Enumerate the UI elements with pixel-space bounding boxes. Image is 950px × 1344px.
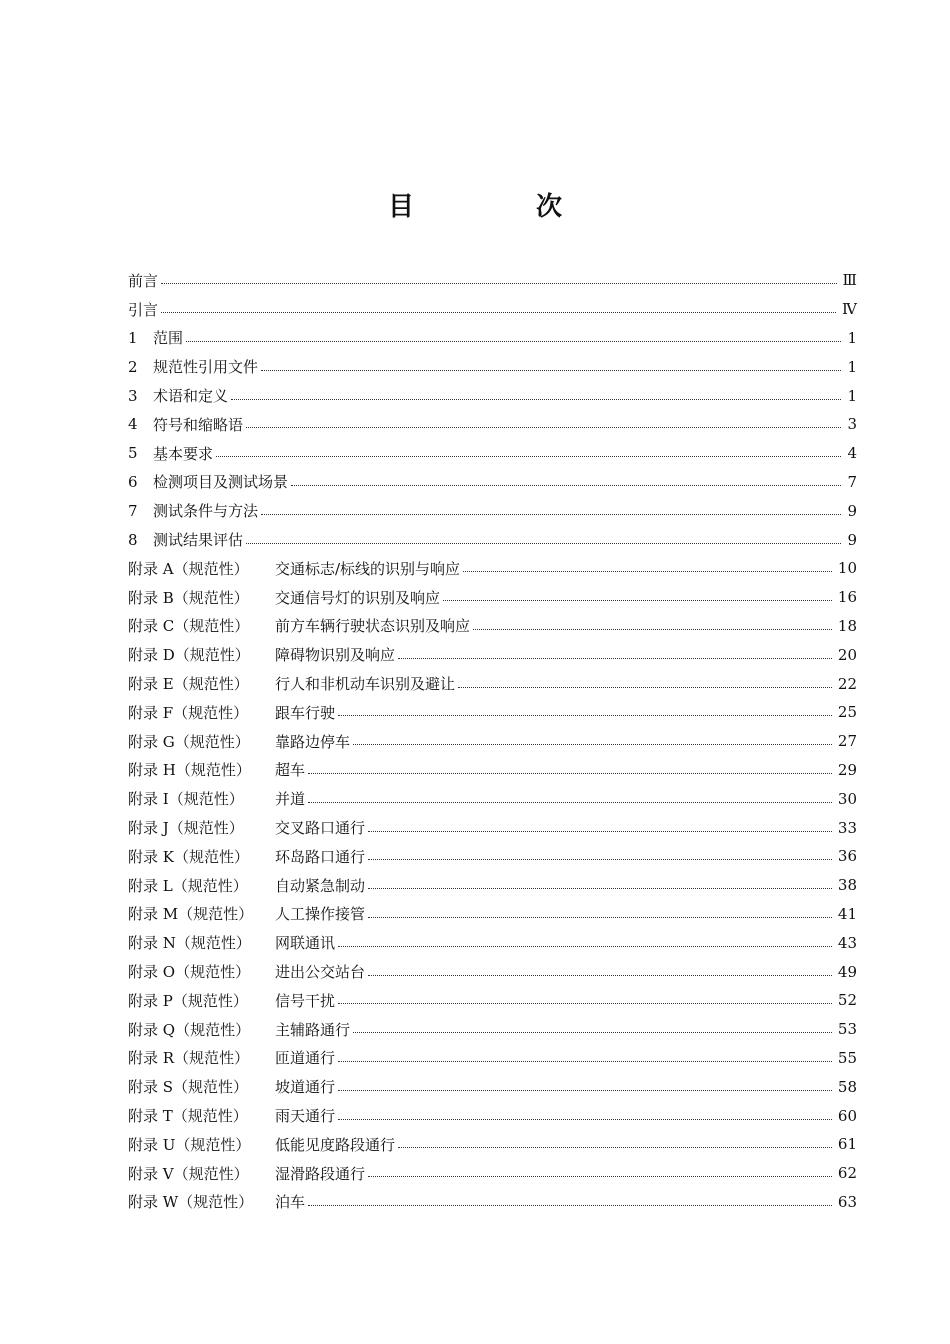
toc-entry-label: 网联通讯 <box>275 934 336 953</box>
toc-entry-annex: 附录 Q（规范性） <box>128 1020 251 1039</box>
toc-entry[interactable] <box>128 698 857 727</box>
toc-entry[interactable] <box>128 1188 857 1217</box>
table-of-contents <box>128 266 857 1216</box>
toc-entry-number: 8 <box>128 530 138 549</box>
dot-leader <box>231 398 841 400</box>
toc-entry-page: 29 <box>837 760 857 779</box>
toc-entry-annex: 附录 F（规范性） <box>128 703 249 722</box>
dot-leader <box>368 1175 832 1177</box>
toc-entry-label: 主辅路通行 <box>275 1020 351 1039</box>
toc-entry-page: 53 <box>837 1020 857 1039</box>
toc-entry[interactable] <box>128 669 857 698</box>
toc-entry-annex: 附录 L（规范性） <box>128 876 248 895</box>
toc-entry-label: 交通标志/标线的识别与响应 <box>275 559 461 578</box>
toc-entry-label: 跟车行驶 <box>275 703 336 722</box>
toc-entry-page: 25 <box>837 703 857 722</box>
toc-entry[interactable] <box>128 1072 857 1101</box>
toc-entry-label: 交叉路口通行 <box>275 819 366 838</box>
toc-entry-label: 人工操作接管 <box>275 905 366 924</box>
toc-entry-number: 4 <box>128 415 138 434</box>
dot-leader <box>186 340 841 342</box>
toc-entry-number: 2 <box>128 357 138 376</box>
toc-entry-annex: 附录 N（规范性） <box>128 934 251 953</box>
toc-entry-page: 58 <box>837 1077 857 1096</box>
toc-entry-annex: 附录 D（规范性） <box>128 646 250 665</box>
toc-entry-label: 泊车 <box>275 1193 306 1212</box>
dot-leader <box>246 426 841 428</box>
toc-entry[interactable] <box>128 554 857 583</box>
toc-entry-label: 引言 <box>128 300 159 319</box>
dot-leader <box>368 916 832 918</box>
toc-entry-label: 信号干扰 <box>275 991 336 1010</box>
toc-entry-page: 52 <box>837 991 857 1010</box>
toc-entry-page: 7 <box>847 472 857 491</box>
toc-entry-label: 前方车辆行驶状态识别及响应 <box>275 617 471 636</box>
dot-leader <box>368 887 832 889</box>
toc-entry[interactable] <box>128 381 857 410</box>
toc-entry-label: 超车 <box>275 761 306 780</box>
toc-entry-page: 9 <box>847 530 857 549</box>
toc-entry-page: 43 <box>837 933 857 952</box>
toc-entry-label: 基本要求 <box>153 444 214 463</box>
toc-entry-annex: 附录 E（规范性） <box>128 675 249 694</box>
toc-entry-label: 环岛路口通行 <box>275 847 366 866</box>
toc-entry-label: 测试结果评估 <box>153 531 244 550</box>
dot-leader <box>398 1146 832 1148</box>
toc-entry-annex: 附录 B（规范性） <box>128 588 249 607</box>
toc-entry[interactable] <box>128 727 857 756</box>
dot-leader <box>473 628 832 630</box>
toc-entry[interactable] <box>128 295 857 324</box>
toc-entry-page: 63 <box>837 1192 857 1211</box>
toc-entry[interactable] <box>128 1130 857 1159</box>
dot-leader <box>261 369 841 371</box>
toc-entry-annex: 附录 S（规范性） <box>128 1078 249 1097</box>
toc-entry[interactable] <box>128 439 857 468</box>
toc-entry-label: 检测项目及测试场景 <box>153 473 289 492</box>
toc-entry-page: 61 <box>837 1135 857 1154</box>
toc-entry-label: 进出公交站台 <box>275 963 366 982</box>
toc-entry-page: 16 <box>837 588 857 607</box>
toc-entry-annex: 附录 W（规范性） <box>128 1193 254 1212</box>
toc-entry-page: 36 <box>837 847 857 866</box>
toc-entry-label: 靠路边停车 <box>275 732 351 751</box>
dot-leader <box>308 772 832 774</box>
toc-entry-label: 障碍物识别及响应 <box>275 646 396 665</box>
toc-entry[interactable] <box>128 1159 857 1188</box>
toc-entry[interactable] <box>128 813 857 842</box>
toc-entry-annex: 附录 M（规范性） <box>128 905 254 924</box>
toc-entry[interactable] <box>128 871 857 900</box>
toc-entry[interactable] <box>128 756 857 785</box>
toc-entry-annex: 附录 R（规范性） <box>128 1049 250 1068</box>
toc-entry-annex: 附录 I（规范性） <box>128 790 244 809</box>
dot-leader <box>353 1031 832 1033</box>
toc-entry-number: 7 <box>128 501 138 520</box>
toc-entry-page: 3 <box>847 415 857 434</box>
toc-entry-annex: 附录 J（规范性） <box>128 819 244 838</box>
toc-entry-number: 3 <box>128 386 138 405</box>
toc-entry-label: 匝道通行 <box>275 1049 336 1068</box>
toc-entry[interactable] <box>128 496 857 525</box>
toc-entry[interactable] <box>128 525 857 554</box>
toc-entry-page: Ⅳ <box>842 300 857 319</box>
toc-entry-label: 行人和非机动车识别及避让 <box>275 675 456 694</box>
toc-entry-label: 术语和定义 <box>153 387 229 406</box>
toc-entry[interactable] <box>128 612 857 641</box>
toc-entry-label: 坡道通行 <box>275 1078 336 1097</box>
toc-entry[interactable] <box>128 1015 857 1044</box>
toc-entry[interactable] <box>128 900 857 929</box>
dot-leader <box>308 801 832 803</box>
toc-entry-annex: 附录 O（规范性） <box>128 963 251 982</box>
toc-entry-page: 55 <box>837 1048 857 1067</box>
toc-entry[interactable] <box>128 928 857 957</box>
toc-entry-annex: 附录 V（规范性） <box>128 1164 249 1183</box>
toc-entry-label: 范围 <box>153 329 184 348</box>
toc-entry-annex: 附录 C（规范性） <box>128 617 250 636</box>
dot-leader <box>338 714 832 716</box>
toc-entry-label: 交通信号灯的识别及响应 <box>275 588 441 607</box>
toc-entry-page: 4 <box>847 444 857 463</box>
toc-entry-page: 1 <box>847 357 857 376</box>
toc-entry[interactable] <box>128 842 857 871</box>
toc-entry-label: 符号和缩略语 <box>153 415 244 434</box>
toc-entry-label: 湿滑路段通行 <box>275 1164 366 1183</box>
toc-entry-annex: 附录 U（规范性） <box>128 1135 251 1154</box>
toc-entry[interactable] <box>128 324 857 353</box>
dot-leader <box>216 455 841 457</box>
toc-entry[interactable] <box>128 957 857 986</box>
toc-entry-number: 1 <box>128 328 138 347</box>
toc-entry-label: 雨天通行 <box>275 1107 336 1125</box>
dot-leader <box>161 311 836 313</box>
toc-entry-page: 62 <box>837 1164 857 1183</box>
toc-entry-label: 规范性引用文件 <box>153 358 259 377</box>
dot-leader <box>338 1060 832 1062</box>
toc-entry-page: 27 <box>837 732 857 751</box>
toc-entry[interactable] <box>128 1101 857 1130</box>
dot-leader <box>338 1002 832 1004</box>
toc-entry[interactable] <box>128 986 857 1015</box>
toc-entry-page: 18 <box>837 616 857 635</box>
toc-entry-annex: 附录 H（规范性） <box>128 761 251 780</box>
toc-entry-page: 41 <box>837 904 857 923</box>
dot-leader <box>353 743 832 745</box>
dot-leader <box>458 686 832 688</box>
dot-leader <box>246 542 841 544</box>
toc-entry-page: 30 <box>837 789 857 808</box>
toc-entry-number: 6 <box>128 472 138 491</box>
toc-entry-label: 并道 <box>275 790 306 809</box>
dot-leader <box>338 1118 832 1120</box>
dot-leader <box>338 1089 832 1091</box>
toc-entry-annex: 附录 T（规范性） <box>128 1107 248 1125</box>
toc-entry-label: 自动紧急制动 <box>275 876 366 895</box>
toc-entry-label: 测试条件与方法 <box>153 502 259 521</box>
toc-entry[interactable] <box>128 266 857 295</box>
dot-leader <box>291 484 841 486</box>
toc-entry[interactable] <box>128 410 857 439</box>
toc-entry-page: 1 <box>847 328 857 347</box>
dot-leader <box>161 282 837 284</box>
toc-entry[interactable] <box>128 640 857 669</box>
toc-entry[interactable] <box>128 784 857 813</box>
toc-entry-label: 低能见度路段通行 <box>275 1135 396 1154</box>
dot-leader <box>463 570 832 572</box>
toc-entry-page: 20 <box>837 645 857 664</box>
toc-entry[interactable] <box>128 352 857 381</box>
dot-leader <box>368 974 832 976</box>
toc-entry-page: 9 <box>847 501 857 520</box>
toc-entry-number: 5 <box>128 444 138 463</box>
toc-entry-page: 60 <box>837 1106 857 1125</box>
toc-entry-page: 1 <box>847 386 857 405</box>
dot-leader <box>338 945 832 947</box>
dot-leader <box>443 599 832 601</box>
toc-entry-page: 10 <box>837 559 857 578</box>
toc-entry-page: 38 <box>837 876 857 895</box>
dot-leader <box>308 1204 832 1206</box>
toc-entry-label: 前言 <box>128 271 159 290</box>
dot-leader <box>368 858 832 860</box>
toc-entry-annex: 附录 P（规范性） <box>128 991 248 1010</box>
toc-entry[interactable] <box>128 468 857 497</box>
page-title: 目 次 <box>387 192 610 222</box>
toc-entry-page: 22 <box>837 674 857 693</box>
dot-leader <box>368 830 832 832</box>
toc-entry-annex: 附录 G（规范性） <box>128 732 250 751</box>
toc-entry-annex: 附录 K（规范性） <box>128 847 249 866</box>
dot-leader <box>398 657 832 659</box>
dot-leader <box>261 513 841 515</box>
toc-entry-page: Ⅲ <box>842 271 857 290</box>
toc-entry-page: 49 <box>837 962 857 981</box>
toc-entry-page: 33 <box>837 818 857 837</box>
toc-entry-annex: 附录 A（规范性） <box>128 559 249 578</box>
toc-entry[interactable] <box>128 1044 857 1073</box>
toc-entry[interactable] <box>128 583 857 612</box>
